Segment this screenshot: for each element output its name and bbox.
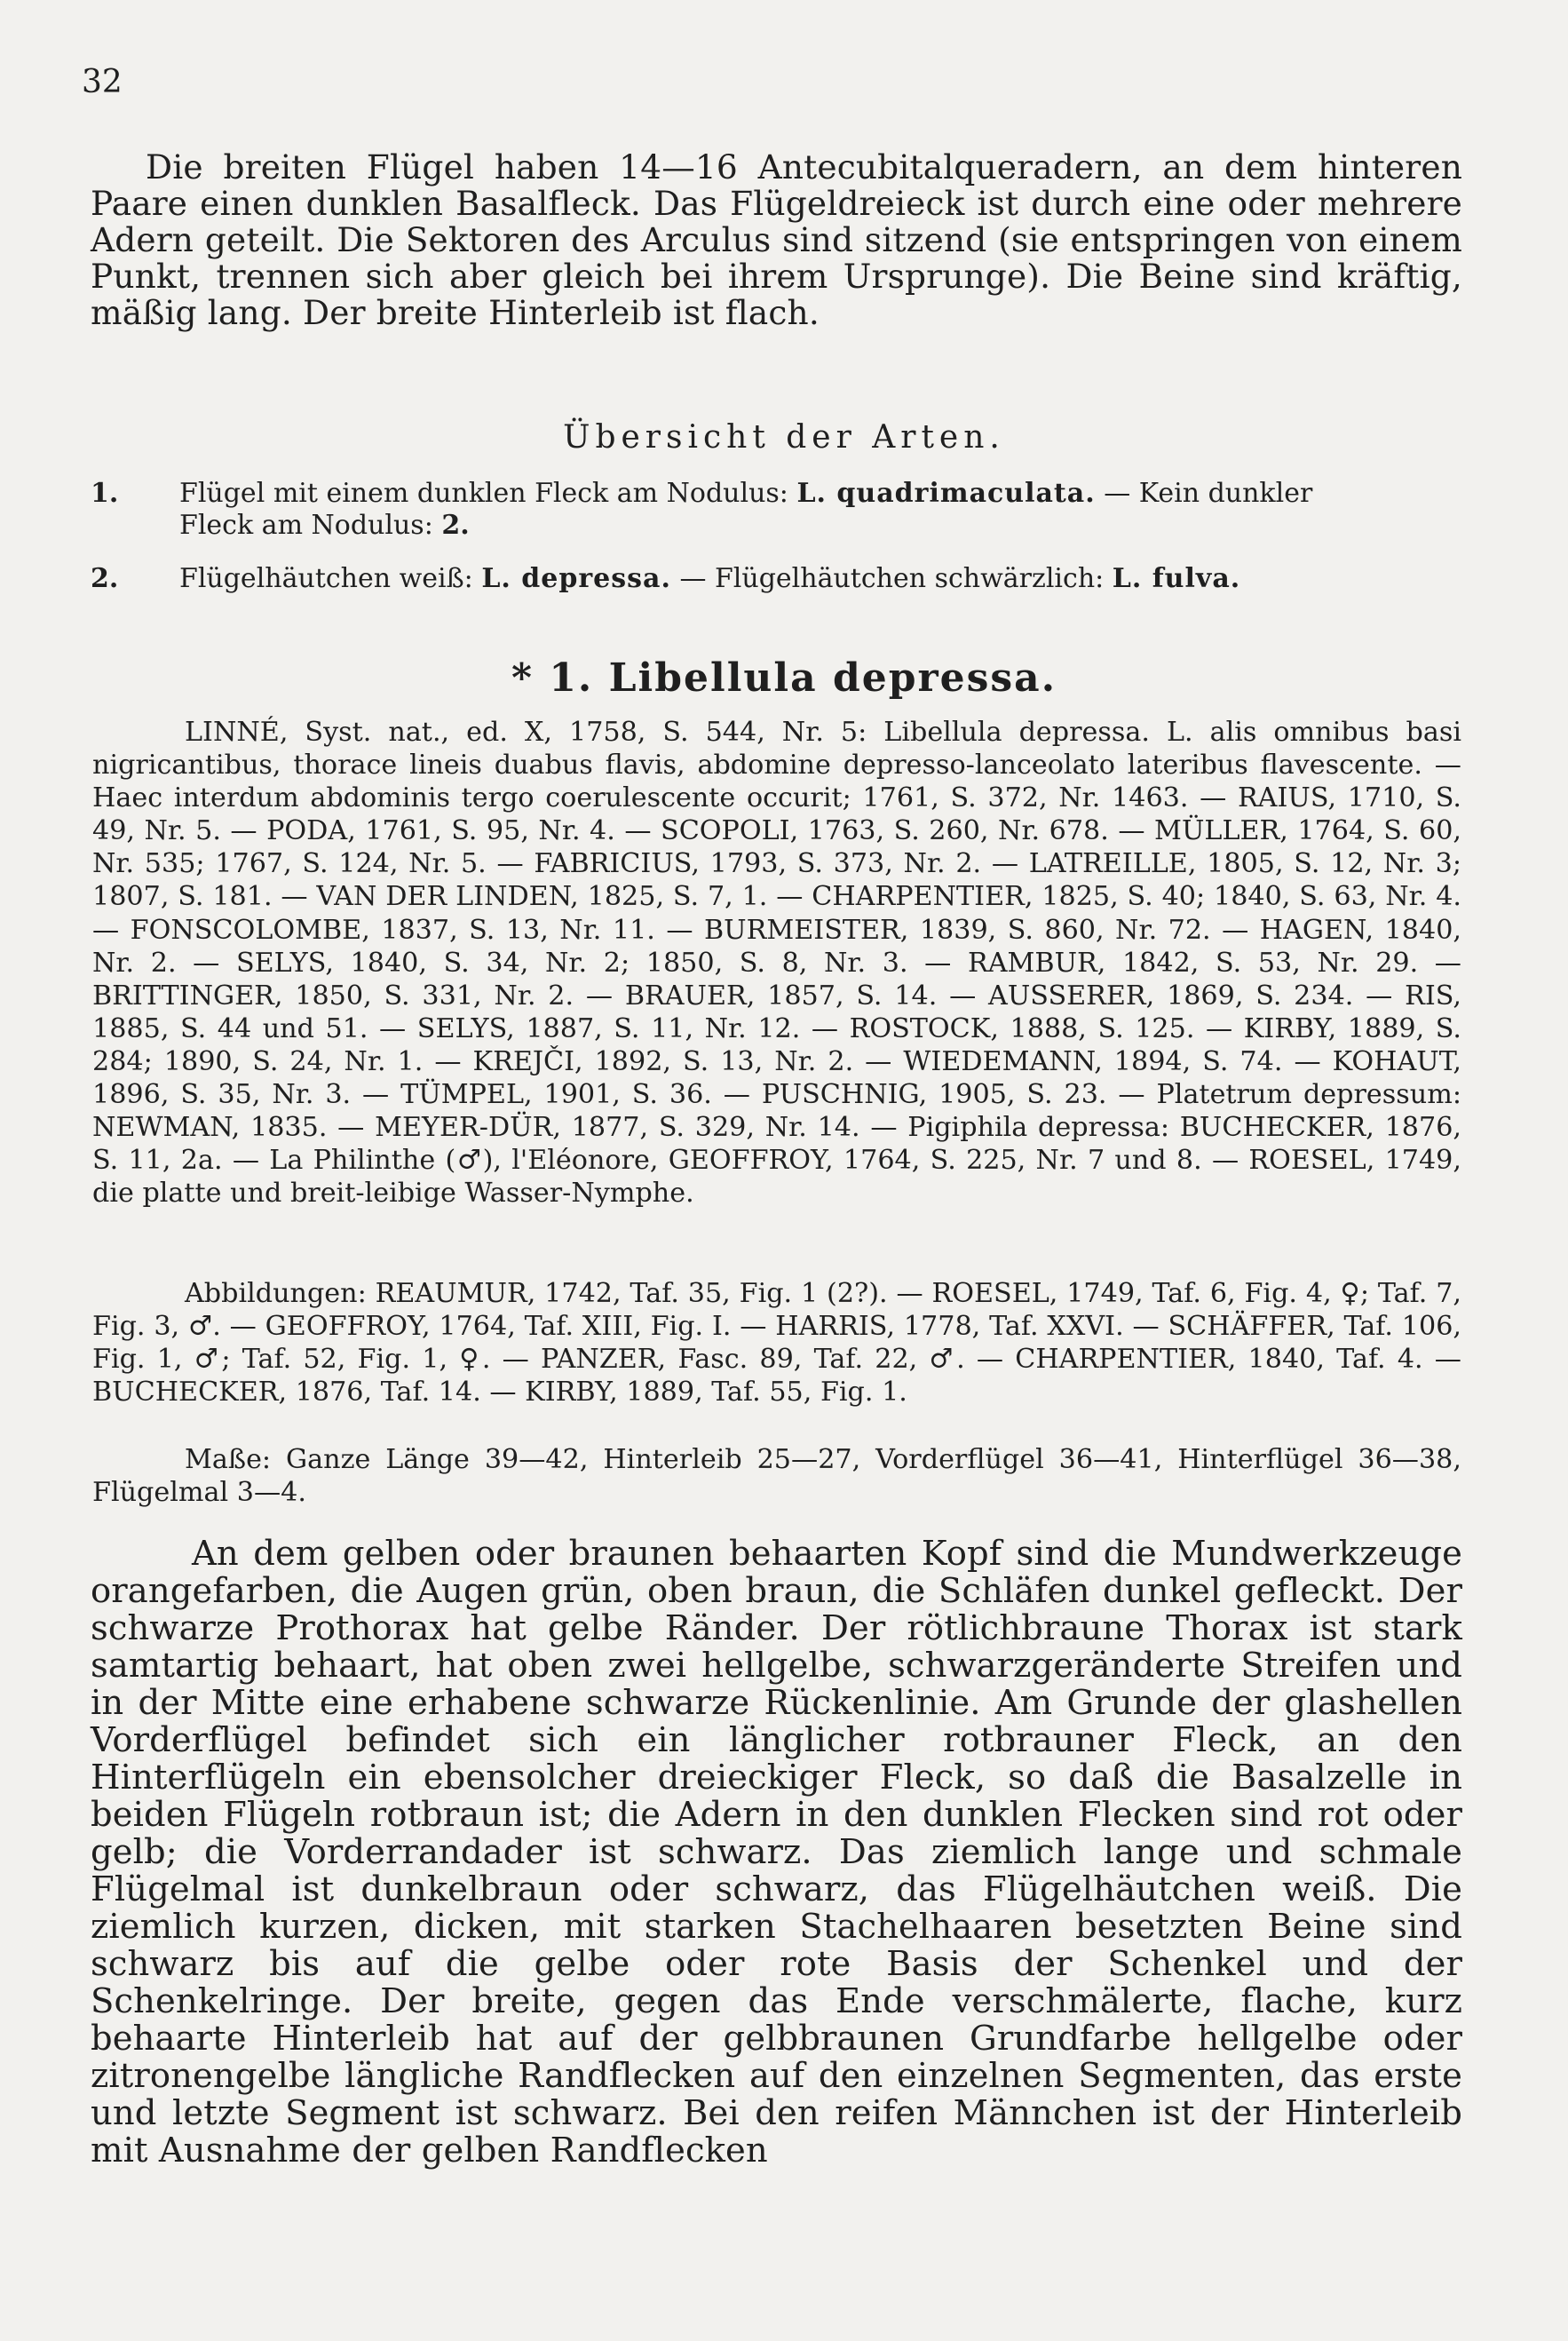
key-couplet-2 [91,563,1462,595]
synonymy-text: LINNÉ, Syst. nat., ed. X, 1758, S. 544, Nr. 5: Libellula depressa. L. alis omnibus basi nigricantibus, thorace lineis duabus flavis, abdomine depresso-lanceolato lateribus flavescente. — Haec interdum abdominis tergo coerulescente occurit; 1761, S. 372, Nr. 1463. — RAIUS, 1710, S. 49, Nr. 5. — PODA, 1761, S. 95, Nr. 4. — SCOPOLI, 1763, S. 260, Nr. 678. — MÜLLER, 1764, S. 60, Nr. 535; 1767, S. 124, Nr. 5. — FABRICIUS, 1793, S. 373, Nr. 2. — LATREILLE, 1805, S. 12, Nr. 3; 1807, S. 181. — VAN DER LINDEN, 1825, S. 7, 1. — CHARPENTIER, 1825, S. 40; 1840, S. 63, Nr. 4. — FONSCOLOMBE, 1837, S. 13, Nr. 11. — BURMEISTER, 1839, S. 860, Nr. 72. — HAGEN, 1840, Nr. 2. — SELYS, 1840, S. 34, Nr. 2; 1850, S. 8, Nr. 3. — RAMBUR, 1842, S. 53, Nr. 29. — BRITTINGER, 1850, S. 331, Nr. 2. — BRAUER, 1857, S. 14. — AUSSERER, 1869, S. 234. — RIS, 1885, S. 44 und 51. — SELYS, 1887, S. 11, Nr. 12. — ROSTOCK, 1888, S. 125. — KIRBY, 1889, S. 284; 1890, S. 24, Nr. 1. — KREJČI, 1892, S. 13, Nr. 2. — WIEDEMANN, 1894, S. 74. — KOHAUT, 1896, S. 35, Nr. 3. — TÜMPEL, 1901, S. 36. — PUSCHNIG, 1905, S. 23. — Platetrum depressum: NEWMAN, 1835. — MEYER-DÜR, 1877, S. 329, Nr. 14. — Pigiphila depressa: BUCHECKER, 1876, S. 11, 2a. — La Philinthe (♂), l'Eléonore, GEOFFROY, 1764, S. 225, Nr. 7 und 8. — ROESEL, 1749, die platte und breit-leibige Wasser-Nymphe. [92,717,1461,1210]
key-text: Flügel mit einem dunklen Fleck am Nodulus: [179,478,788,509]
key-text: — Flügelhäutchen schwärzlich: [679,563,1105,594]
key-ref: 2. [441,510,470,541]
figures-paragraph [92,1277,1461,1409]
measures-paragraph [92,1443,1461,1509]
description-paragraph [91,1536,1462,2170]
species-ref: L. depressa. [481,563,671,594]
intro-paragraph [91,149,1462,331]
figures-text: Abbildungen: REAUMUR, 1742, Taf. 35, Fig. 1 (2?). — ROESEL, 1749, Taf. 6, Fig. 4, ♀; Taf. 7, Fig. 3, ♂. — GEOFFROY, 1764, Taf. XIII, Fig. I. — HARRIS, 1778, Taf. XXVI. — SCHÄFFER, Taf. 106, Fig. 1, ♂; Taf. 52, Fig. 1, ♀. — PANZER, Fasc. 89, Taf. 22, ♂. — CHARPENTIER, 1840, Taf. 4. — BUCHECKER, 1876, Taf. 14. — KIRBY, 1889, Taf. 55, Fig. 1. [92,1278,1461,1409]
species-ref: L. quadrimaculata. [796,478,1096,509]
species-ref: L. fulva. [1112,563,1241,594]
species-title: * 1. Libellula depressa. [511,655,1057,701]
page-number: 32 [82,64,123,100]
description-text: An dem gelben oder braunen behaarten Kopf sind die Mundwerkzeuge orangefarben, die Augen grün, oben braun, die Schläfen dunkel gefleckt. Der schwarze Prothorax hat gelbe Ränder. Der rötlichbraune Thorax ist stark samtartig behaart, hat oben zwei hellgelbe, schwarzgeränderte Streifen und in der Mitte eine erhabene schwarze Rückenlinie. Am Grunde der glashellen Vorderflügel befindet sich ein länglicher rotbrauner Fleck, an den Hinterflügeln ein ebensolcher dreieckiger Fleck, so daß die Basalzelle in beiden Flügeln rotbraun ist; die Adern in den dunklen Flecken sind rot oder gelb; die Vorderrandader ist schwarz. Das ziemlich lange und schmale Flügelmal ist dunkelbraun oder schwarz, das Flügelhäutchen weiß. Die ziemlich kurzen, dicken, mit starken Stachelhaaren besetzten Beine sind schwarz bis auf die gelbe oder rote Basis der Schenkel und der Schenkelringe. Der breite, gegen das Ende verschmälerte, flache, kurz behaarte Hinterleib hat auf der gelbbraunen Grundfarbe hellgelbe oder zitronengelbe längliche Randflecken auf den einzelnen Segmenten, das erste und letzte Segment ist schwarz. Bei den reifen Männchen ist der Hinterleib mit Ausnahme der gelben Randflecken [91,1534,1462,2170]
key-couplet-1 [91,478,1462,542]
key-text: Fleck am Nodulus: [179,510,433,541]
key-text: — Kein dunkler [1104,478,1313,509]
section-heading: Übersicht der Arten. [563,419,1005,456]
key-number: 1. [91,478,119,509]
measures-text: Maße: Ganze Länge 39—42, Hinterleib 25—27, Vorderflügel 36—41, Hinterflügel 36—38, Flügelmal 3—4. [92,1444,1461,1509]
key-text: Flügelhäutchen weiß: [179,563,473,594]
synonymy-paragraph [92,716,1461,1210]
intro-text: Die breiten Flügel haben 14—16 Antecubitalqueradern, an dem hinteren Paare einen dunklen Basalfleck. Das Flügeldreieck ist durch eine oder mehrere Adern geteilt. Die Sektoren des Arculus sind sitzend (sie entspringen von einem Punkt, trennen sich aber gleich bei ihrem Ursprunge). Die Beine sind kräftig, mäßig lang. Der breite Hinterleib ist flach. [91,147,1462,332]
key-number: 2. [91,563,119,594]
